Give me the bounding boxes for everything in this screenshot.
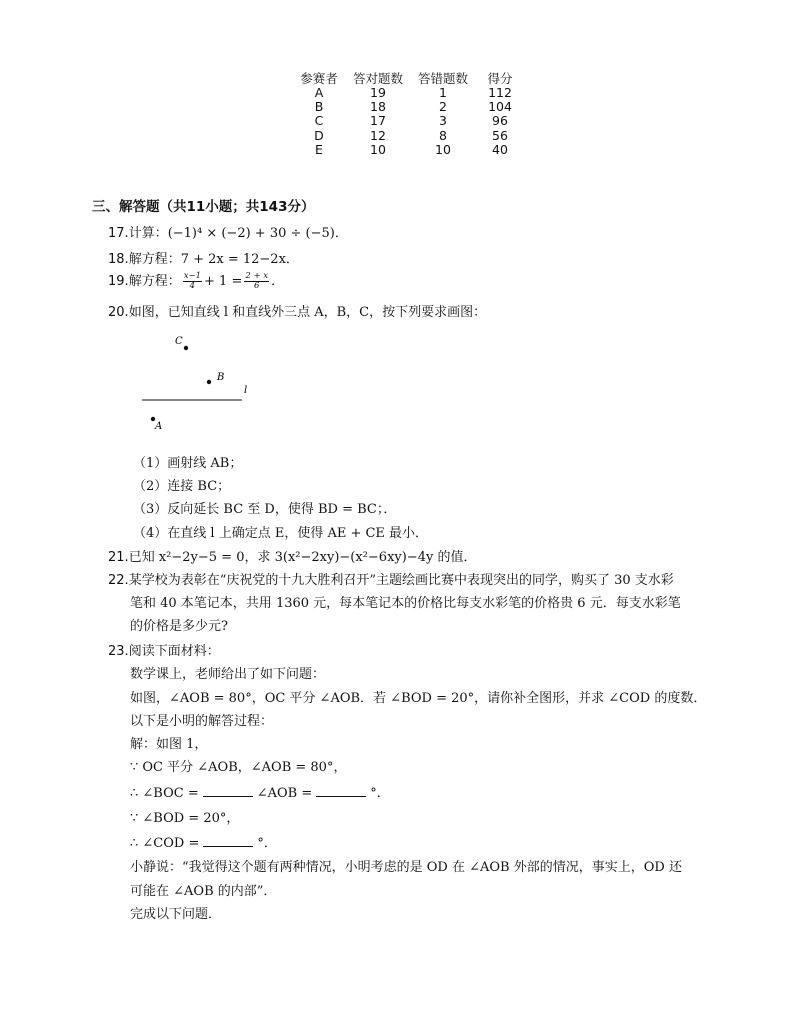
fraction [183, 272, 202, 291]
fraction [244, 272, 269, 291]
question-22 [108, 569, 674, 588]
proof-line: ∵ ∠BOD = 20°， [130, 811, 240, 826]
section-title: 三、解答题（共11小题；共143分） [92, 199, 315, 215]
table-cell: D [314, 127, 324, 143]
paragraph: 小静说：“我觉得这个题有两种情况，小明考虑的是 OD 在 ∠AOB 外部的情况，事实上，OD 还 [130, 860, 682, 875]
question-number: 22. [108, 573, 129, 588]
table-cell: 104 [488, 99, 512, 115]
question-22-line-3: 的价格是多少元? [130, 619, 228, 634]
table-row [290, 86, 530, 100]
proof-line [130, 782, 390, 801]
question-21 [108, 546, 476, 565]
answer-blank [203, 835, 253, 847]
proof-text: °． [257, 836, 277, 851]
table-cell: 10 [435, 141, 451, 157]
table-cell: A [314, 85, 324, 100]
question-19 [108, 270, 284, 291]
question-23 [108, 640, 220, 659]
paragraph: 解：如图 1， [130, 737, 208, 752]
answer-blank [316, 785, 366, 797]
header-cell: 得分 [487, 71, 513, 86]
fraction-denominator: 4 [189, 281, 196, 291]
question-text: 阅读下面材料： [128, 644, 220, 659]
question-number: 23. [108, 644, 129, 659]
proof-line: ∵ OC 平分 ∠AOB，∠AOB = 80°， [130, 760, 347, 775]
sub-question-3: （3）反向延长 BC 至 D，使得 BD = BC；． [133, 502, 397, 517]
label-a: A [155, 421, 163, 432]
geometry-figure [130, 330, 270, 434]
proof-text: ∴ ∠BOC = [130, 786, 199, 801]
table-cell: 17 [370, 113, 386, 129]
point-c [184, 346, 188, 350]
paragraph: 可能在 ∠AOB 的内部”． [130, 884, 277, 899]
header-cell: 答对题数 [352, 71, 403, 86]
table-cell: 2 [439, 99, 447, 115]
question-text: 计算：(−1)⁴ × (−2) + 30 ÷ (−5)． [128, 226, 348, 241]
question-20 [108, 301, 486, 320]
table-cell: 56 [492, 127, 508, 143]
table-row [290, 100, 530, 114]
question-number: 20. [108, 305, 129, 320]
fraction-numerator: 2 + x [245, 271, 269, 281]
proof-text: ∠AOB = [256, 786, 313, 801]
table-cell: 10 [370, 141, 386, 157]
question-prefix: 解方程： [128, 274, 181, 289]
table-row [290, 129, 530, 143]
table-cell: 1 [439, 85, 447, 100]
proof-line [130, 832, 277, 851]
table-cell: 8 [439, 127, 447, 143]
sub-question-1: （1）画射线 AB； [133, 456, 243, 471]
table-cell: 112 [488, 85, 512, 100]
score-table [290, 72, 530, 157]
paragraph: 以下是小明的解答过程： [130, 714, 274, 729]
table-cell: B [314, 99, 324, 115]
question-18 [108, 248, 299, 267]
table-cell: 40 [492, 141, 508, 157]
table-cell: 96 [492, 113, 508, 129]
question-suffix: ． [271, 274, 285, 289]
question-number: 17. [108, 226, 129, 241]
question-text: 如图，已知直线 l 和直线外三点 A，B，C，按下列要求画图： [128, 305, 487, 320]
question-mid: + 1 = [204, 274, 243, 289]
answer-blank [203, 785, 253, 797]
point-b [207, 380, 211, 384]
label-l: l [244, 385, 248, 396]
table-header [290, 72, 530, 86]
question-22-line-2: 笔和 40 本笔记本，共用 1360 元，每本笔记本的价格比每支水彩笔的价格贵 6 元．每支水彩笔 [130, 596, 681, 611]
table-cell: C [314, 113, 324, 129]
question-text-line: 某学校为表彰在“庆祝党的十九大胜利召开”主题绘画比赛中表现突出的同学，购买了 30 支水彩 [128, 573, 674, 588]
fraction-denominator: 6 [254, 281, 260, 291]
table-cell: 19 [370, 85, 386, 100]
paragraph: 如图，∠AOB = 80°，OC 平分 ∠AOB．若 ∠BOD = 20°，请你补全图形，并求 ∠COD 的度数． [130, 691, 707, 706]
table-cell: 18 [370, 99, 386, 115]
label-b: B [217, 372, 225, 383]
table-row [290, 114, 530, 128]
paragraph: 完成以下问题． [130, 907, 222, 922]
question-text: 已知 x²−2y−5 = 0，求 3(x²−2xy)−(x²−6xy)−4y 的值． [128, 550, 477, 565]
proof-text: °． [370, 786, 390, 801]
question-17 [108, 222, 348, 241]
sub-question-2: （2）连接 BC； [133, 479, 231, 494]
question-number: 21. [108, 550, 129, 565]
label-c: C [175, 336, 183, 347]
question-text: 解方程：7 + 2x = 12−2x． [128, 252, 299, 267]
paragraph: 数学课上，老师给出了如下问题： [130, 667, 326, 682]
table-row [290, 143, 530, 157]
fraction-numerator: x−1 [183, 271, 202, 281]
question-number: 19. [108, 274, 129, 289]
table-cell: E [315, 141, 323, 157]
table-cell: 12 [370, 127, 386, 143]
header-cell: 答错题数 [417, 71, 468, 86]
proof-text: ∴ ∠COD = [130, 836, 200, 851]
header-cell: 参赛者 [300, 71, 338, 86]
table-cell: 3 [439, 113, 447, 129]
sub-question-4: （4）在直线 l 上确定点 E，使得 AE + CE 最小． [133, 526, 429, 541]
question-number: 18. [108, 252, 129, 267]
